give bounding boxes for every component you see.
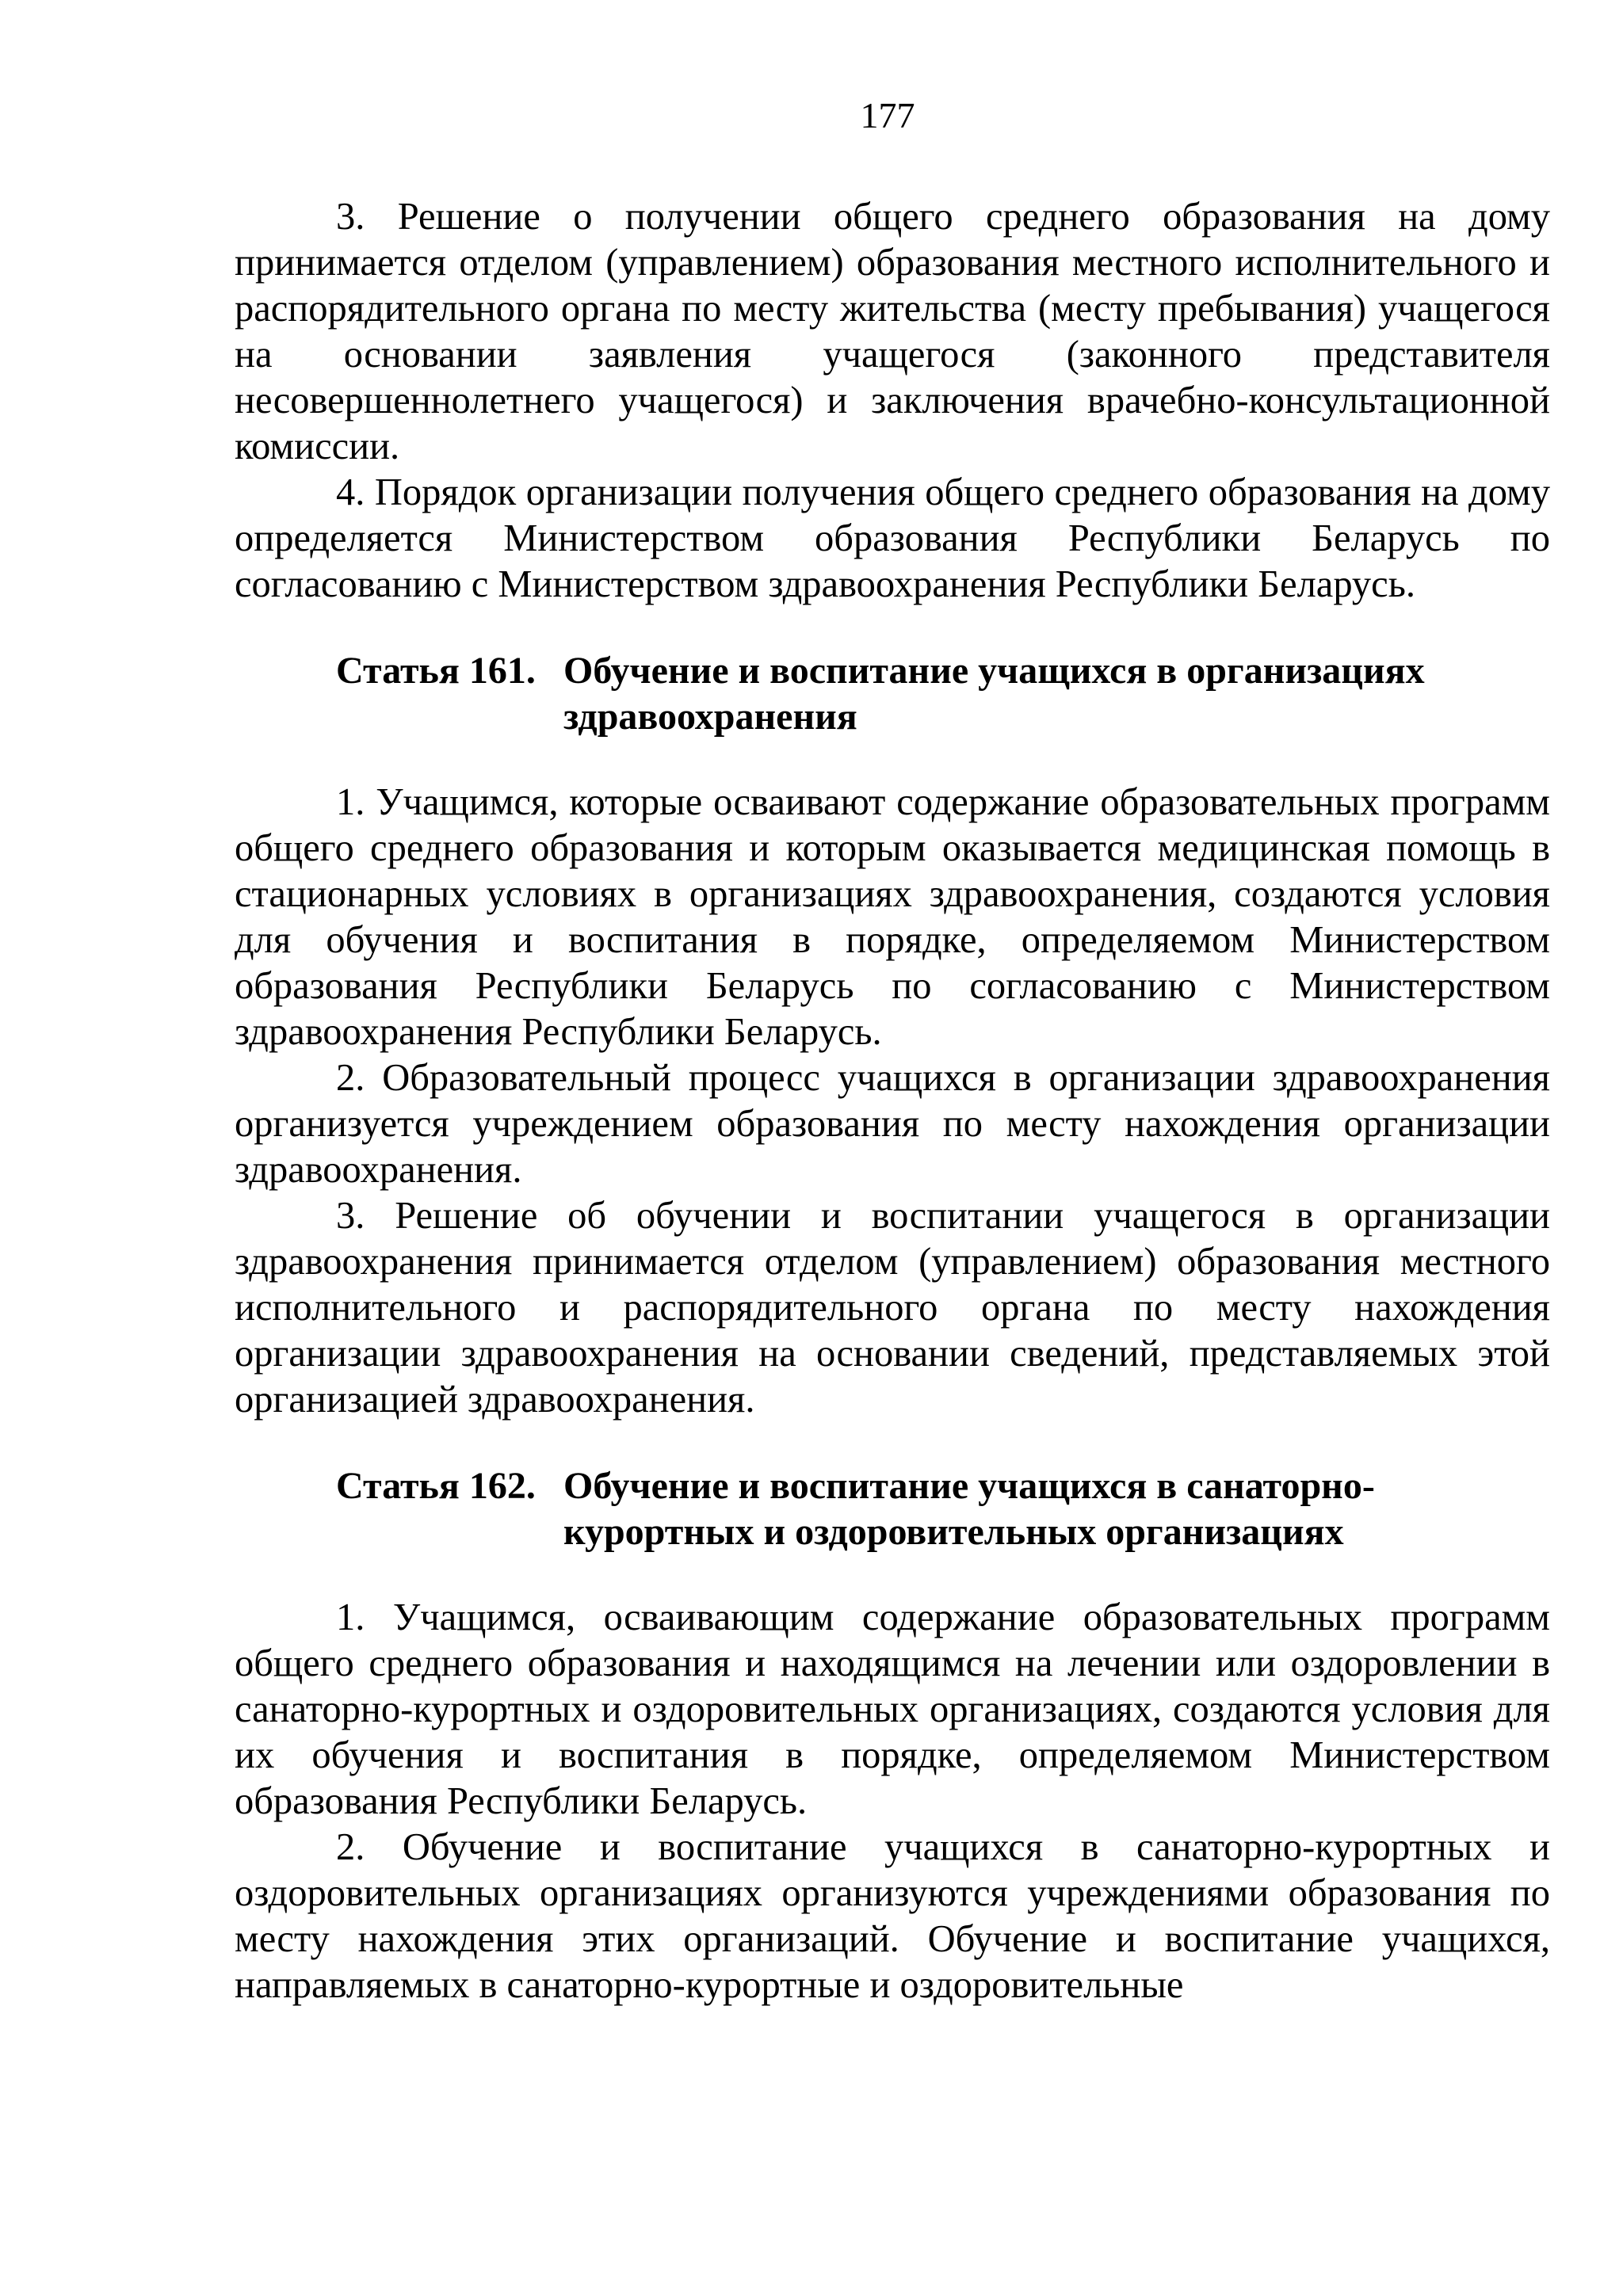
article-162-paragraph-2: 2. Обучение и воспитание учащихся в санаторно-курортных и оздоровительных организациях организуются учреждениями образования по месту нахождения этих организаций. Обучение и воспитание учащихся, направляемых в санаторно-курортные и оздоровительные: [235, 1826, 1550, 2006]
paragraph-home-education-procedure: 4. Порядок организации получения общего среднего образования на дому определяется Министерством образования Республики Беларусь по согласованию с Министерством здравоохранения Республики Беларусь.: [235, 471, 1550, 605]
article-161-heading: [235, 648, 1550, 740]
article-162-title: Обучение и воспитание учащихся в санаторно-курортных и оздоровительных организациях: [563, 1465, 1375, 1553]
page-number: 177: [860, 95, 915, 135]
article-161-paragraph-2: 2. Образовательный процесс учащихся в организации здравоохранения организуется учреждением образования по месту нахождения организации здравоохранения.: [235, 1057, 1550, 1191]
paragraph-home-education-decision: 3. Решение о получении общего среднего образования на дому принимается отделом (управлением) образования местного исполнительного и распорядительного органа по месту жительства (месту пребывания) учащегося на основании заявления учащегося (законного представителя несовершеннолетнего учащегося) и заключения врачебно-консультационной комиссии.: [235, 196, 1550, 467]
article-161-title: Обучение и воспитание учащихся в организациях здравоохранения: [563, 650, 1425, 738]
article-162-paragraph-1: 1. Учащимся, осваивающим содержание образовательных программ общего среднего образования и находящимся на лечении или оздоровлении в санаторно-курортных и оздоровительных организациях, создаются условия для их обучения и воспитания в порядке, определяемом Министерством образования Республики Беларусь.: [235, 1596, 1550, 1822]
article-161-paragraph-3: 3. Решение об обучении и воспитании учащегося в организации здравоохранения принимается отделом (управлением) образования местного исполнительного и распорядительного органа по месту нахождения организации здравоохранения на основании сведений, представляемых этой организацией здравоохранения.: [235, 1195, 1550, 1421]
article-162-heading: [235, 1463, 1550, 1555]
page-content: [235, 194, 1550, 2008]
article-161-number: Статья 161.: [336, 650, 536, 692]
article-162-number: Статья 162.: [336, 1465, 536, 1507]
article-161-paragraph-1: 1. Учащимся, которые осваивают содержание образовательных программ общего среднего образования и которым оказывается медицинская помощь в стационарных условиях в организациях здравоохранения, создаются условия для обучения и воспитания в порядке, определяемом Министерством образования Республики Беларусь по согласованию с Министерством здравоохранения Республики Беларусь.: [235, 781, 1550, 1053]
